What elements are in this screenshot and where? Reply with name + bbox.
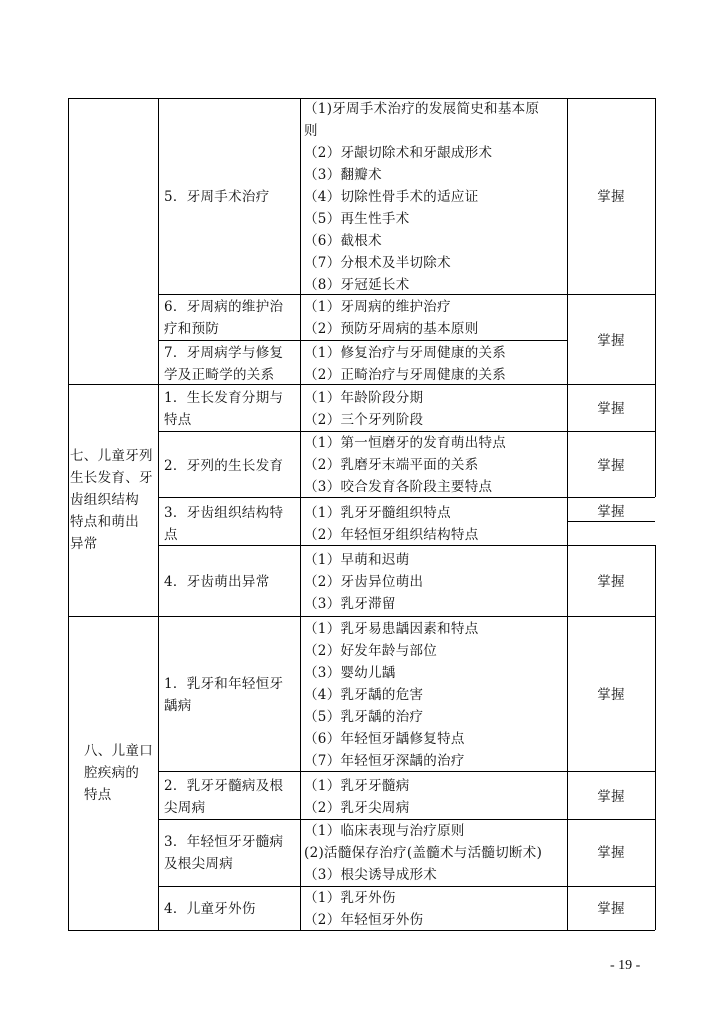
section-title-line: 齿组织结构: [70, 492, 139, 508]
requirement-level: 掌握: [597, 504, 625, 520]
knowledge-point: （1）临床表现与治疗原则: [304, 823, 465, 839]
unit-name-line: 1．乳牙和年轻恒牙: [164, 676, 284, 692]
knowledge-point: 则: [304, 123, 318, 139]
knowledge-point: （1）乳牙牙髓病: [304, 778, 410, 794]
knowledge-point: （3）翻瓣术: [304, 167, 382, 183]
table-vertical-rule: [655, 545, 656, 930]
knowledge-point: （1）牙周病的维护治疗: [304, 299, 451, 315]
unit-name-line: 学及正畸学的关系: [164, 367, 275, 383]
section-title-line: 七、儿童牙列: [70, 448, 153, 464]
unit-name-line: 3．牙齿组织结构特: [164, 505, 284, 521]
knowledge-point: （1）乳牙外伤: [304, 890, 396, 906]
knowledge-point: （7）分根术及半切除术: [304, 255, 451, 271]
knowledge-point: （5）乳牙龋的治疗: [304, 709, 424, 725]
knowledge-point: （1）修复治疗与牙周健康的关系: [304, 345, 507, 361]
knowledge-point: （1）年龄阶段分期: [304, 390, 424, 406]
table-horizontal-rule: [567, 545, 655, 546]
knowledge-point: （6）截根术: [304, 233, 382, 249]
knowledge-point: （1）早萌和迟萌: [304, 552, 410, 568]
table-vertical-rule: [655, 98, 656, 497]
section-title-line: 异常: [70, 536, 98, 552]
knowledge-point: （2）预防牙周病的基本原则: [304, 321, 479, 337]
unit-name-line: 1．生长发育分期与: [164, 390, 284, 406]
table-vertical-rule: [300, 98, 301, 930]
unit-name-line: 及根尖周病: [164, 856, 233, 872]
unit-name-line: 7．牙周病学与修复: [164, 345, 284, 361]
knowledge-point: （8）牙冠延长术: [304, 277, 410, 293]
knowledge-point: （2）年轻恒牙外伤: [304, 912, 424, 928]
knowledge-point: （3）乳牙滞留: [304, 596, 396, 612]
knowledge-point: （3）根尖诱导成形术: [304, 867, 438, 883]
knowledge-point: （6）年轻恒牙龋修复特点: [304, 731, 465, 747]
page-number: - 19 -: [610, 958, 641, 973]
table-horizontal-rule: [158, 340, 567, 341]
section-title-line: 八、儿童口: [84, 743, 153, 759]
unit-name-line: 4．牙齿萌出异常: [164, 574, 270, 590]
knowledge-point: （1）乳牙易患龋因素和特点: [304, 621, 479, 637]
knowledge-point: （1)牙周手术治疗的发展简史和基本原: [304, 101, 540, 117]
requirement-level: 掌握: [597, 901, 625, 917]
knowledge-point: （1）第一恒磨牙的发育萌出特点: [304, 435, 507, 451]
requirement-level: 掌握: [597, 189, 625, 205]
knowledge-point: （5）再生性手术: [304, 211, 410, 227]
knowledge-point: （3）咬合发育各阶段主要特点: [304, 479, 493, 495]
requirement-level: 掌握: [597, 458, 625, 474]
knowledge-point: (2)活髓保存治疗(盖髓术与活髓切断术): [304, 845, 543, 861]
knowledge-point: （2）正畸治疗与牙周健康的关系: [304, 367, 507, 383]
unit-name-line: 2．乳牙牙髓病及根: [164, 778, 284, 794]
unit-name-line: 4．儿童牙外伤: [164, 901, 256, 917]
section-title-line: 腔疾病的: [84, 765, 140, 781]
knowledge-point: （2）乳磨牙末端平面的关系: [304, 457, 479, 473]
knowledge-point: （2）三个牙列阶段: [304, 412, 424, 428]
knowledge-point: （2）好发年龄与部位: [304, 643, 438, 659]
table-vertical-rule: [68, 98, 69, 930]
requirement-level: 掌握: [597, 574, 625, 590]
knowledge-point: （3）婴幼儿龋: [304, 665, 396, 681]
knowledge-point: （2）乳牙尖周病: [304, 800, 410, 816]
requirement-level: 掌握: [597, 687, 625, 703]
unit-name-line: 2．牙列的生长发育: [164, 458, 284, 474]
knowledge-point: （2）牙齿异位萌出: [304, 574, 424, 590]
section-title-line: 生长发育、牙: [70, 470, 153, 486]
requirement-level: 掌握: [597, 401, 625, 417]
knowledge-point: （4）切除性骨手术的适应证: [304, 189, 479, 205]
requirement-level: 掌握: [597, 333, 625, 349]
requirement-level: 掌握: [597, 845, 625, 861]
section-title-line: 特点: [84, 787, 112, 803]
unit-name-line: 特点: [164, 412, 192, 428]
unit-name-line: 尖周病: [164, 800, 206, 816]
knowledge-point: （2）年轻恒牙组织结构特点: [304, 527, 479, 543]
table-horizontal-rule: [68, 616, 655, 617]
unit-name-line: 5．牙周手术治疗: [164, 189, 270, 205]
knowledge-point: （7）年轻恒牙深龋的治疗: [304, 753, 465, 769]
knowledge-point: （2）牙龈切除术和牙龈成形术: [304, 145, 493, 161]
unit-name-line: 点: [164, 527, 178, 543]
unit-name-line: 龋病: [164, 698, 192, 714]
section-title-line: 特点和萌出: [70, 514, 139, 530]
requirement-level: 掌握: [597, 789, 625, 805]
knowledge-point: （1）乳牙牙髓组织特点: [304, 505, 451, 521]
unit-name-line: 3．年轻恒牙牙髓病: [164, 834, 284, 850]
unit-name-line: 疗和预防: [164, 321, 220, 337]
knowledge-point: （4）乳牙龋的危害: [304, 687, 424, 703]
unit-name-line: 6．牙周病的维护治: [164, 299, 284, 315]
